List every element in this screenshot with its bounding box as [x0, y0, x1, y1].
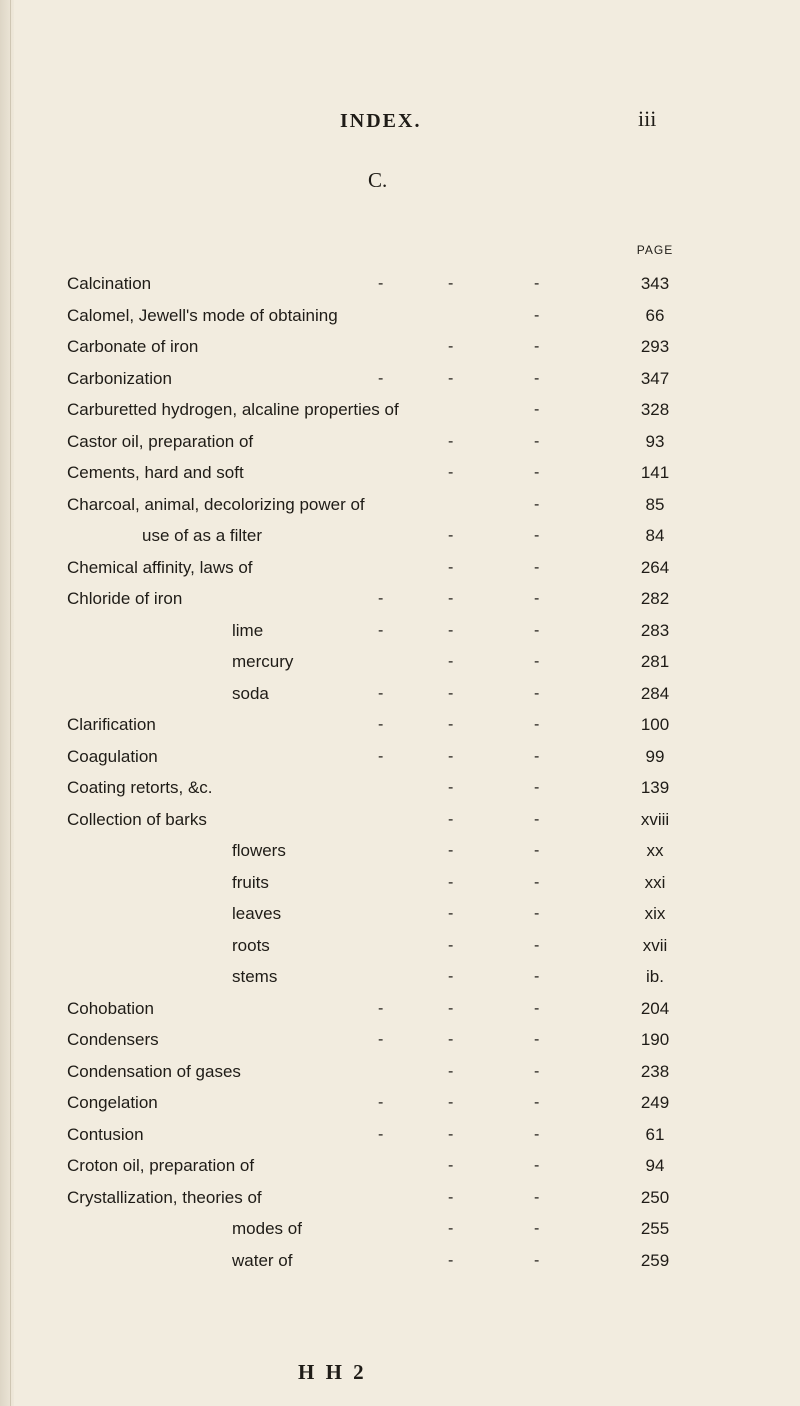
index-entry [0, 300, 800, 332]
entry-page: xvii [642, 935, 668, 955]
index-entry [0, 835, 800, 867]
index-entry [0, 583, 800, 615]
entry-page: 281 [640, 652, 670, 671]
entry-term: Chemical affinity, laws of [67, 557, 253, 577]
leader-dash: - [534, 999, 540, 1017]
index-entry [0, 1245, 800, 1277]
entry-term: mercury [232, 652, 294, 671]
leader-dash: - [534, 810, 540, 828]
entry-term: Crystallization, theories of [67, 1187, 262, 1207]
entry-page: 284 [640, 683, 670, 703]
leader-dash: - [378, 1094, 384, 1111]
entry-term: Condensers [67, 1030, 159, 1049]
entry-term: Clarification [67, 715, 156, 734]
entry-term: use of as a filter [142, 526, 263, 545]
index-entry [0, 520, 800, 552]
leader-dash: - [448, 873, 454, 891]
leader-dash: - [448, 842, 454, 859]
index-entry [0, 1087, 800, 1119]
leader-dash: - [534, 432, 540, 450]
leader-dash: - [534, 1157, 540, 1174]
leader-dash: - [378, 1125, 384, 1143]
leader-dash: - [534, 1062, 540, 1080]
entry-page: 190 [640, 1030, 670, 1049]
leader-dash: - [378, 999, 384, 1017]
leader-dash: - [534, 369, 540, 387]
index-entry [0, 772, 800, 804]
entry-term: Contusion [67, 1124, 144, 1144]
leader-dash: - [448, 1125, 454, 1143]
entry-page: 141 [640, 463, 670, 482]
entry-page: xxi [644, 872, 666, 892]
entry-page: 259 [640, 1250, 670, 1270]
leader-dash: - [448, 1062, 454, 1080]
leader-dash: - [378, 747, 384, 765]
index-entry [0, 552, 800, 584]
leader-dash: - [378, 716, 384, 733]
index-entry [0, 1024, 800, 1056]
entry-term: water of [232, 1250, 293, 1270]
entry-term: lime [232, 620, 264, 640]
leader-dash: - [448, 369, 454, 387]
leader-dash: - [448, 558, 454, 576]
leader-dash: - [534, 558, 540, 576]
index-entry [0, 1119, 800, 1151]
index-entry [0, 1213, 800, 1245]
entry-page: 264 [640, 557, 670, 577]
leader-dash: - [378, 369, 384, 387]
entry-term: Carbonate of iron [67, 337, 199, 356]
index-entry [0, 867, 800, 899]
entry-page: 93 [645, 431, 665, 451]
leader-dash: - [448, 999, 454, 1017]
leader-dash: - [378, 1031, 384, 1048]
leader-dash: - [534, 716, 540, 733]
leader-dash: - [534, 1220, 540, 1237]
entry-page: 255 [640, 1219, 670, 1238]
index-entry [0, 646, 800, 678]
entry-term: Cements, hard and soft [67, 463, 244, 482]
leader-dash: - [534, 873, 540, 891]
leader-dash: - [534, 1094, 540, 1111]
entry-term: Coagulation [67, 746, 158, 766]
signature-mark: H H 2 [298, 1360, 367, 1384]
leader-dash: - [534, 306, 540, 324]
entry-page: 347 [640, 368, 670, 388]
entry-page: 66 [645, 305, 665, 325]
leader-dash: - [448, 590, 454, 607]
entry-page: 139 [640, 778, 670, 797]
entry-page: 282 [640, 589, 670, 608]
leader-dash: - [534, 842, 540, 859]
entry-term: Carburetted hydrogen, alcaline properties of [67, 400, 399, 419]
running-head: INDEX. [340, 110, 422, 132]
index-entry [0, 804, 800, 836]
index-entry [0, 394, 800, 426]
leader-dash: - [448, 1157, 454, 1174]
leader-dash: - [378, 275, 384, 292]
index-entry [0, 898, 800, 930]
entry-term: Carbonization [67, 368, 172, 388]
entry-page: 238 [640, 1061, 670, 1081]
index-entry [0, 457, 800, 489]
leader-dash: - [448, 338, 454, 355]
entry-term: Croton oil, preparation of [67, 1156, 255, 1175]
leader-dash: - [448, 810, 454, 828]
index-entry [0, 1182, 800, 1214]
index-entry [0, 993, 800, 1025]
entry-page: 249 [640, 1093, 670, 1112]
leader-dash: - [378, 684, 384, 702]
entry-term: Chloride of iron [67, 589, 183, 608]
leader-dash: - [534, 464, 540, 481]
entry-page: xx [646, 841, 664, 860]
index-entry [0, 709, 800, 741]
leader-dash: - [448, 1188, 454, 1206]
leader-dash: - [378, 621, 384, 639]
leader-dash: - [448, 905, 454, 922]
entry-page: 328 [640, 400, 670, 419]
entry-term: Cohobation [67, 998, 154, 1018]
leader-dash: - [534, 527, 540, 544]
page-column-header: PAGE [636, 243, 674, 257]
entry-term: Castor oil, preparation of [67, 431, 254, 451]
entry-term: Charcoal, animal, decolorizing power of [67, 494, 365, 514]
entry-term: fruits [232, 872, 269, 892]
entry-page: 61 [645, 1124, 665, 1144]
index-entry [0, 615, 800, 647]
index-entry [0, 331, 800, 363]
entry-page: xix [644, 904, 666, 923]
index-entry [0, 489, 800, 521]
leader-dash: - [534, 968, 540, 985]
entry-term: Calomel, Jewell's mode of obtaining [67, 305, 338, 325]
leader-dash: - [448, 1031, 454, 1048]
index-entry [0, 930, 800, 962]
index-entry [0, 1150, 800, 1182]
leader-dash: - [534, 495, 540, 513]
index-entry [0, 678, 800, 710]
entry-page: 84 [645, 526, 665, 545]
leader-dash: - [534, 653, 540, 670]
leader-dash: - [534, 1188, 540, 1206]
leader-dash: - [534, 621, 540, 639]
entry-term: Collection of barks [67, 809, 207, 829]
entry-page: 343 [640, 274, 670, 293]
entry-term: roots [232, 935, 270, 955]
leader-dash: - [534, 905, 540, 922]
leader-dash: - [448, 936, 454, 954]
entry-page: 99 [645, 746, 665, 766]
leader-dash: - [534, 936, 540, 954]
index-entry [0, 961, 800, 993]
leader-dash: - [534, 401, 540, 418]
entry-term: Calcination [67, 274, 152, 293]
entry-page: 250 [640, 1187, 670, 1207]
entry-page: 100 [640, 715, 670, 734]
entry-term: Congelation [67, 1093, 158, 1112]
leader-dash: - [448, 621, 454, 639]
entry-term: stems [232, 967, 278, 986]
entry-term: soda [232, 683, 269, 703]
leader-dash: - [378, 590, 384, 607]
entry-page: 204 [640, 998, 670, 1018]
entry-page: ib. [646, 967, 664, 986]
leader-dash: - [534, 1251, 540, 1269]
entry-term: Coating retorts, &c. [67, 778, 213, 797]
leader-dash: - [448, 653, 454, 670]
leader-dash: - [448, 747, 454, 765]
leader-dash: - [534, 338, 540, 355]
leader-dash: - [448, 527, 454, 544]
leader-dash: - [448, 1251, 454, 1269]
leader-dash: - [448, 464, 454, 481]
entry-page: 293 [640, 337, 670, 356]
leader-dash: - [448, 684, 454, 702]
entry-term: flowers [232, 841, 286, 860]
leader-dash: - [534, 1125, 540, 1143]
leader-dash: - [534, 684, 540, 702]
entry-term: leaves [232, 904, 282, 923]
leader-dash: - [534, 779, 540, 796]
entry-page: xviii [640, 809, 670, 829]
leader-dash: - [534, 747, 540, 765]
entry-page: 94 [645, 1156, 665, 1175]
leader-dash: - [448, 968, 454, 985]
page-number: iii [638, 106, 657, 131]
leader-dash: - [448, 716, 454, 733]
entry-page: 283 [640, 620, 670, 640]
leader-dash: - [448, 275, 454, 292]
index-entry [0, 268, 800, 300]
leader-dash: - [448, 1220, 454, 1237]
index-entries [0, 268, 800, 1276]
entry-term: Condensation of gases [67, 1061, 241, 1081]
leader-dash: - [448, 1094, 454, 1111]
index-entry [0, 1056, 800, 1088]
leader-dash: - [534, 1031, 540, 1048]
index-entry [0, 741, 800, 773]
leader-dash: - [448, 779, 454, 796]
leader-dash: - [448, 432, 454, 450]
index-entry [0, 363, 800, 395]
entry-page: 85 [645, 494, 665, 514]
leader-dash: - [534, 275, 540, 292]
index-entry [0, 426, 800, 458]
section-letter: C. [368, 168, 388, 192]
entry-term: modes of [232, 1219, 302, 1238]
leader-dash: - [534, 590, 540, 607]
